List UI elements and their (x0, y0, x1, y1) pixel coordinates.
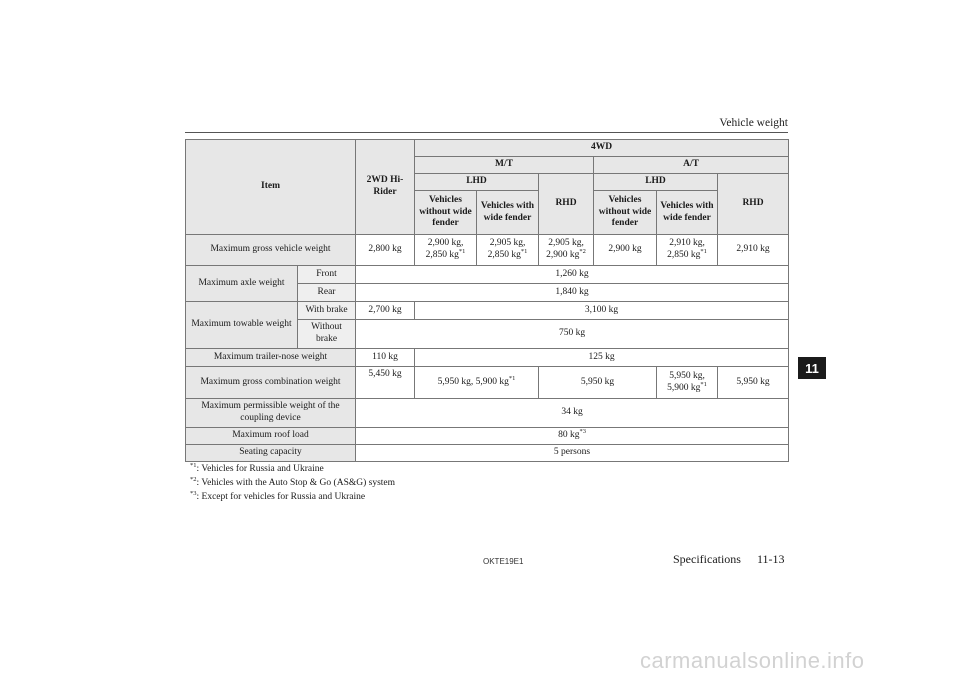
axle-rear-value: 1,840 kg (356, 284, 789, 302)
header-2wd-hi-rider: 2WD Hi-Rider (356, 140, 415, 235)
row-label-seating-capacity: Seating capacity (186, 445, 356, 462)
seating-capacity-value: 5 persons (356, 445, 789, 462)
gross-vehicle-at-lhd-without-fender: 2,900 kg (594, 235, 657, 266)
axle-front-label: Front (298, 266, 356, 284)
header-at-with-wide-fender: Vehicles with wide fender (657, 191, 718, 235)
running-header-title: Vehicle weight (719, 117, 788, 129)
gross-combination-at-lhd: 5,950 kg, 5,900 $kg^{*1}$ (657, 367, 718, 399)
row-label-trailer-nose-weight: Maximum trailer-nose weight (186, 349, 356, 367)
gross-combination-2wd: 5,450 kg (356, 367, 415, 399)
gross-vehicle-at-rhd: 2,910 kg (718, 235, 789, 266)
gross-vehicle-at-lhd-with-fender: 2,910 kg, 2,850 $kg^{*1}$ (657, 235, 718, 266)
roof-load-value: 80 $kg^{*3}$ (356, 428, 789, 445)
header-at-rhd: RHD (718, 174, 789, 235)
trailer-nose-4wd: 125 kg (415, 349, 789, 367)
header-at-lhd: LHD (594, 174, 718, 191)
gross-vehicle-mt-lhd-without-fender: 2,900 kg, 2,850 $kg^{*1}$ (415, 235, 477, 266)
footer-page-number: 11-13 (757, 552, 785, 566)
row-label-axle-weight: Maximum axle weight (186, 266, 298, 302)
towable-with-brake-2wd: 2,700 kg (356, 302, 415, 320)
header-at-without-wide-fender: Vehicles without wide fender (594, 191, 657, 235)
footer-section-name: Specifications (673, 552, 741, 566)
row-label-gross-combination-weight: Maximum gross combination weight (186, 367, 356, 399)
footnotes (190, 462, 395, 504)
table-row (186, 445, 789, 462)
table-row (186, 266, 789, 284)
table-row (186, 367, 789, 399)
header-mt-with-wide-fender: Vehicles with wide fender (477, 191, 539, 235)
table-row (186, 235, 789, 266)
header-4wd: 4WD (415, 140, 789, 157)
header-mt: M/T (415, 157, 594, 174)
vehicle-weight-table (185, 139, 789, 462)
footnote-3: $^{*3}$: Except for vehicles for Russia and Ukraine (190, 489, 366, 502)
header-at: A/T (594, 157, 789, 174)
gross-vehicle-2wd: 2,800 kg (356, 235, 415, 266)
axle-front-value: 1,260 kg (356, 266, 789, 284)
header-mt-without-wide-fender: Vehicles without wide fender (415, 191, 477, 235)
towable-with-brake-label: With brake (298, 302, 356, 320)
row-label-coupling-device: Maximum permissible weight of the coupling device (186, 399, 356, 428)
towable-without-brake-label: Without brake (298, 320, 356, 349)
towable-without-brake-value: 750 kg (356, 320, 789, 349)
table-row (186, 349, 789, 367)
header-mt-rhd: RHD (539, 174, 594, 235)
row-label-towable-weight: Maximum towable weight (186, 302, 298, 349)
header-mt-lhd: LHD (415, 174, 539, 191)
footnote-2: $^{*2}$: Vehicles with the Auto Stop & Go (AS&G) system (190, 475, 396, 488)
footnote-1: $^{*1}$: Vehicles for Russia and Ukraine (190, 461, 324, 474)
table-row (186, 302, 789, 320)
watermark: carmanualsonline.info (640, 648, 865, 673)
header-rule (185, 132, 788, 133)
gross-combination-mt-lhd: 5,950 kg, 5,900 $kg^{*1}$ (415, 367, 539, 399)
gross-vehicle-mt-lhd-with-fender: 2,905 kg, 2,850 $kg^{*1}$ (477, 235, 539, 266)
gross-vehicle-mt-rhd: 2,905 kg, 2,900 $kg^{*2}$ (539, 235, 594, 266)
coupling-device-value: 34 kg (356, 399, 789, 428)
footer-document-code: OKTE19E1 (483, 557, 524, 566)
towable-with-brake-4wd: 3,100 kg (415, 302, 789, 320)
trailer-nose-2wd: 110 kg (356, 349, 415, 367)
row-label-gross-vehicle-weight: Maximum gross vehicle weight (186, 235, 356, 266)
table-row (186, 428, 789, 445)
axle-rear-label: Rear (298, 284, 356, 302)
header-item: Item (186, 140, 356, 235)
chapter-tab[interactable]: 11 (798, 357, 826, 379)
gross-combination-at-rhd: 5,950 kg (718, 367, 789, 399)
table-row (186, 399, 789, 428)
row-label-roof-load: Maximum roof load (186, 428, 356, 445)
gross-combination-mt-rhd: 5,950 kg (539, 367, 657, 399)
